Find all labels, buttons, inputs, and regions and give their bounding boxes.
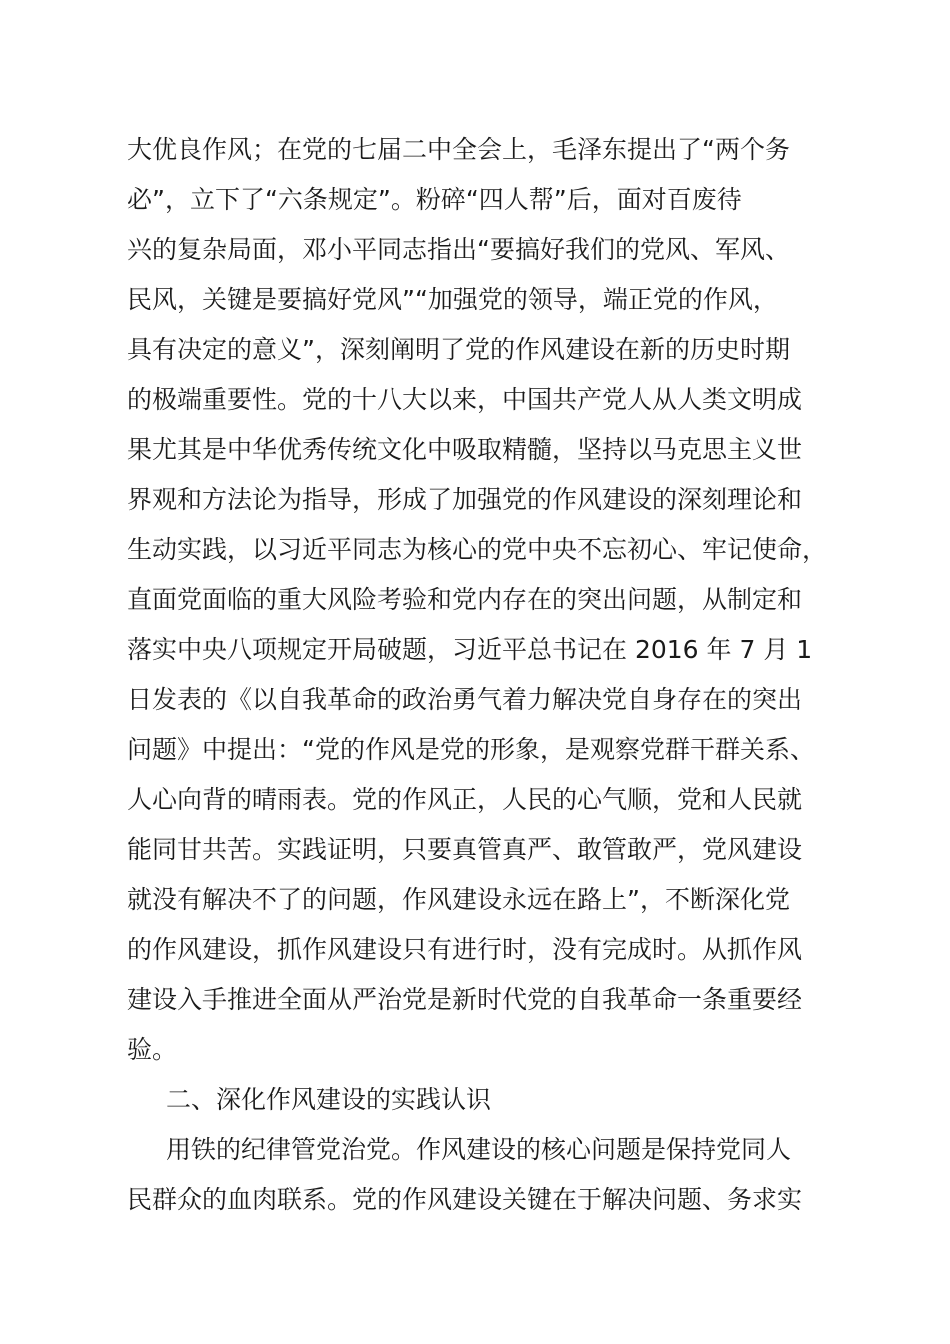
section-heading: 二、深化作风建设的实践认识: [166, 1085, 492, 1114]
paragraph-line: 人心向背的晴雨表。党的作风正，人民的心气顺，党和人民就: [127, 785, 803, 814]
paragraph-line: 必”，立下了“六条规定”。粉碎“四人帮”后，面对百废待: [127, 185, 742, 214]
paragraph-line: 民群众的血肉联系。党的作风建设关键在于解决问题、务求实: [127, 1185, 803, 1214]
paragraph-line: 的极端重要性。党的十八大以来，中国共产党人从人类文明成: [127, 385, 803, 414]
paragraph-line: 建设入手推进全面从严治党是新时代党的自我革命一条重要经: [127, 985, 803, 1014]
paragraph-line: 验。: [127, 1035, 178, 1064]
paragraph-line: 能同甘共苦。实践证明，只要真管真严、敢管敢严，党风建设: [127, 835, 803, 864]
paragraph-line: 日发表的《以自我革命的政治勇气着力解决党自身存在的突出: [127, 685, 803, 714]
paragraph-line: 具有决定的意义”，深刻阐明了党的作风建设在新的历史时期: [127, 335, 790, 364]
paragraph-line: 民风，关键是要搞好党风”“加强党的领导，端正党的作风，: [127, 285, 778, 314]
paragraph-line: 生动实践，以习近平同志为核心的党中央不忘初心、牢记使命，: [127, 535, 828, 564]
paragraph-line: 的作风建设，抓作风建设只有进行时，没有完成时。从抓作风: [127, 935, 803, 964]
paragraph-line: 兴的复杂局面，邓小平同志指出“要搞好我们的党风、军风、: [127, 235, 790, 264]
paragraph-line: 界观和方法论为指导，形成了加强党的作风建设的深刻理论和: [127, 485, 803, 514]
paragraph-line: 用铁的纪律管党治党。作风建设的核心问题是保持党同人: [166, 1135, 792, 1164]
paragraph-line: 果尤其是中华优秀传统文化中吸取精髓，坚持以马克思主义世: [127, 435, 803, 464]
paragraph-line: 就没有解决不了的问题，作风建设永远在路上”，不断深化党: [127, 885, 790, 914]
paragraph-line: 问题》中提出：“党的作风是党的形象，是观察党群干群关系、: [127, 735, 815, 764]
paragraph-line: 大优良作风；在党的七届二中全会上，毛泽东提出了“两个务: [127, 135, 790, 164]
paragraph-line: 直面党面临的重大风险考验和党内存在的突出问题，从制定和: [127, 585, 803, 614]
paragraph-line: 落实中央八项规定开局破题，习近平总书记在 2016 年 7 月 1: [127, 635, 813, 664]
